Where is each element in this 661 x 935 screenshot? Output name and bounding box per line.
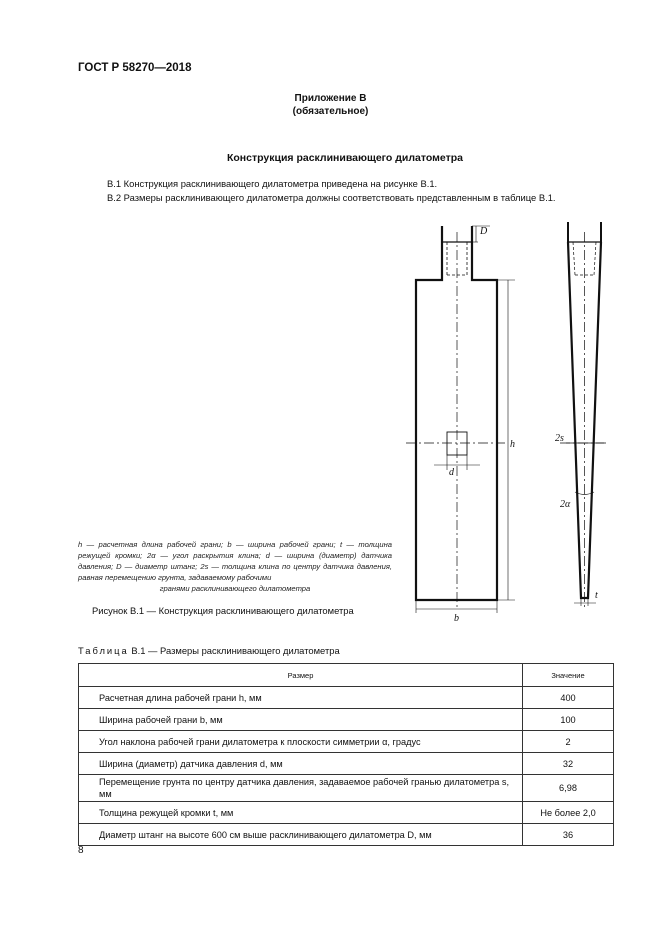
row-value: 36 bbox=[523, 824, 614, 846]
legend-main: h — расчетная длина рабочей грани; b — ширина рабочей грани; t — толщина режущей кромки; 2α — угол раскрытия клина; d — ширина (диаметр) датчика давления; D — диаметр штанг; 2s — толщина клина по центру датчика давления, равная перемещению грунта, задаваемому рабочими bbox=[78, 540, 392, 582]
table-caption bbox=[78, 645, 340, 656]
label-2alpha: 2α bbox=[560, 499, 571, 510]
row-value: 400 bbox=[523, 687, 614, 709]
rod-outline bbox=[416, 226, 497, 600]
header-size: Размер bbox=[79, 664, 523, 687]
page-number: 8 bbox=[78, 845, 84, 856]
row-value: Не более 2,0 bbox=[523, 802, 614, 824]
table-header-row bbox=[79, 664, 614, 687]
side-view bbox=[560, 222, 608, 608]
row-name: Толщина режущей кромки t, мм bbox=[79, 802, 523, 824]
label-b: b bbox=[454, 613, 459, 624]
table-row bbox=[79, 775, 614, 802]
label-t: t bbox=[595, 590, 598, 601]
table-row bbox=[79, 709, 614, 731]
wedge-inner-right bbox=[594, 242, 596, 275]
row-name: Ширина (диаметр) датчика давления d, мм bbox=[79, 753, 523, 775]
row-value: 100 bbox=[523, 709, 614, 731]
row-name: Угол наклона рабочей грани дилатометра к плоскости симметрии α, градус bbox=[79, 731, 523, 753]
appendix-status: (обязательное) bbox=[292, 106, 369, 117]
paragraph-b2: В.2 Размеры расклинивающего дилатометра должны соответствовать представленным в таблице В.1. bbox=[107, 192, 556, 203]
label-h: h bbox=[510, 439, 515, 450]
document-header: ГОСТ Р 58270—2018 bbox=[78, 62, 192, 74]
row-name: Расчетная длина рабочей грани h, мм bbox=[79, 687, 523, 709]
figure-caption: Рисунок В.1 — Конструкция расклинивающего дилатометра bbox=[92, 605, 354, 616]
row-value: 6,98 bbox=[523, 775, 614, 802]
figure-legend bbox=[78, 539, 392, 594]
header-value: Значение bbox=[523, 664, 614, 687]
row-name: Диаметр штанг на высоте 600 см выше расклинивающего дилатометра D, мм bbox=[79, 824, 523, 846]
table-caption-text: В.1 — Размеры расклинивающего дилатометра bbox=[128, 645, 340, 656]
table-row bbox=[79, 824, 614, 846]
table-row bbox=[79, 687, 614, 709]
row-value: 32 bbox=[523, 753, 614, 775]
table-caption-prefix: Таблица bbox=[78, 645, 129, 656]
front-view bbox=[406, 226, 515, 613]
legend-last-line: гранями расклинивающего дилатометра bbox=[159, 584, 311, 593]
wedge-inner-left bbox=[573, 242, 575, 275]
label-2s: 2s bbox=[555, 433, 564, 444]
table-row bbox=[79, 731, 614, 753]
dimensions-table bbox=[78, 663, 614, 846]
appendix-title: Приложение В bbox=[294, 93, 367, 104]
table-row bbox=[79, 753, 614, 775]
row-value: 2 bbox=[523, 731, 614, 753]
row-name: Перемещение грунта по центру датчика давления, задаваемое рабочей гранью дилатометра s, мм bbox=[79, 775, 523, 802]
label-d: d bbox=[449, 467, 454, 478]
paragraph-b1: В.1 Конструкция расклинивающего дилатометра приведена на рисунке В.1. bbox=[107, 178, 438, 189]
label-D: D bbox=[480, 226, 488, 237]
row-name: Ширина рабочей грани b, мм bbox=[79, 709, 523, 731]
table-row bbox=[79, 802, 614, 824]
section-title: Конструкция расклинивающего дилатометра bbox=[226, 152, 464, 164]
